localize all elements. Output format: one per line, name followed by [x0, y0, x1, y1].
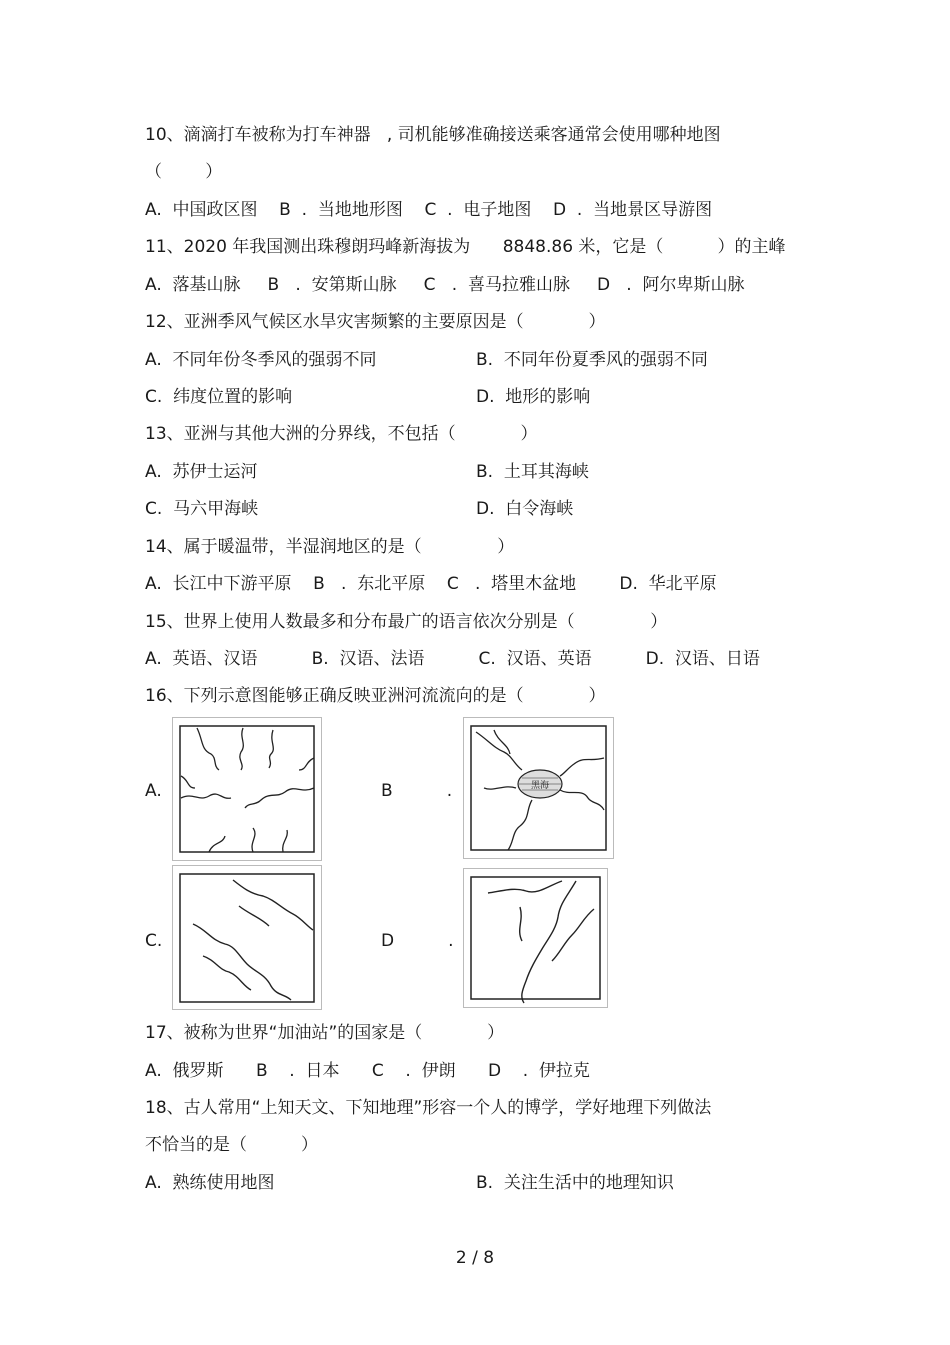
- q14-stem: 14、属于暖温带，半湿润地区的是（ ）: [145, 537, 515, 557]
- q15-options: A. 英语、汉语 B. 汉语、法语 C. 汉语、英语 D. 汉语、日语: [145, 649, 760, 669]
- q13-option-a: A. 苏伊士运河: [145, 462, 258, 482]
- q16-stem: 16、下列示意图能够正确反映亚洲河流流向的是（ ）: [145, 686, 606, 706]
- q10-options: A. 中国政区图 B . 当地地形图 C . 电子地图 D . 当地景区导游图: [145, 200, 713, 220]
- q11-stem: 11、2020 年我国测出珠穆朗玛峰新海拔为 8848.86 米，它是（ ）的主峰: [145, 237, 786, 257]
- page-number: [0, 1248, 950, 1268]
- q12-stem: 12、亚洲季风气候区水旱灾害频繁的主要原因是（ ）: [145, 312, 606, 332]
- q16-label-d: D .: [381, 931, 454, 951]
- river-map-a: [172, 717, 322, 861]
- q12-option-b: B. 不同年份夏季风的强弱不同: [476, 350, 708, 370]
- q10-paren: （ ）: [145, 162, 223, 182]
- q13-option-b: B. 土耳其海峡: [476, 462, 589, 482]
- lake-label: 黑海: [530, 781, 550, 791]
- q17-options: A. 俄罗斯 B . 日本 C . 伊朗 D . 伊拉克: [145, 1061, 590, 1081]
- q16-label-a: A.: [145, 781, 162, 801]
- q15-stem: 15、世界上使用人数最多和分布最广的语言依次分别是（ ）: [145, 612, 668, 632]
- q16-label-c: C.: [145, 931, 163, 951]
- q10-stem: 10、滴滴打车被称为打车神器 , 司机能够准确接送乘客通常会使用哪种地图: [145, 125, 721, 145]
- q13-option-d: D. 白令海峡: [476, 499, 574, 519]
- q17-stem: 17、被称为世界“加油站”的国家是（ ）: [145, 1023, 505, 1043]
- q14-options: A. 长江中下游平原 B . 东北平原 C . 塔里木盆地 D. 华北平原: [145, 574, 717, 594]
- q12-option-d: D. 地形的影响: [476, 387, 591, 407]
- river-map-d: [463, 868, 608, 1008]
- q18-stem: 18、古人常用“上知天文、下知地理”形容一个人的博学，学好地理下列做法: [145, 1098, 712, 1118]
- q11-options: A. 落基山脉 B . 安第斯山脉 C . 喜马拉雅山脉 D . 阿尔卑斯山脉: [145, 275, 745, 295]
- page-separator: /: [472, 1248, 478, 1268]
- page-total: 8: [483, 1248, 495, 1268]
- q13-stem: 13、亚洲与其他大洲的分界线，不包括（ ）: [145, 424, 538, 444]
- q13-option-c: C. 马六甲海峡: [145, 499, 259, 519]
- q18-option-a: A. 熟练使用地图: [145, 1173, 275, 1193]
- river-map-c: [172, 865, 322, 1010]
- q16-label-b: B .: [381, 781, 453, 801]
- q18-option-b: B. 关注生活中的地理知识: [476, 1173, 674, 1193]
- q12-option-c: C. 纬度位置的影响: [145, 387, 293, 407]
- q18-stem-continued: 不恰当的是（ ）: [145, 1135, 319, 1155]
- q12-option-a: A. 不同年份冬季风的强弱不同: [145, 350, 377, 370]
- page-current: 2: [455, 1248, 467, 1268]
- river-map-b: [463, 717, 614, 859]
